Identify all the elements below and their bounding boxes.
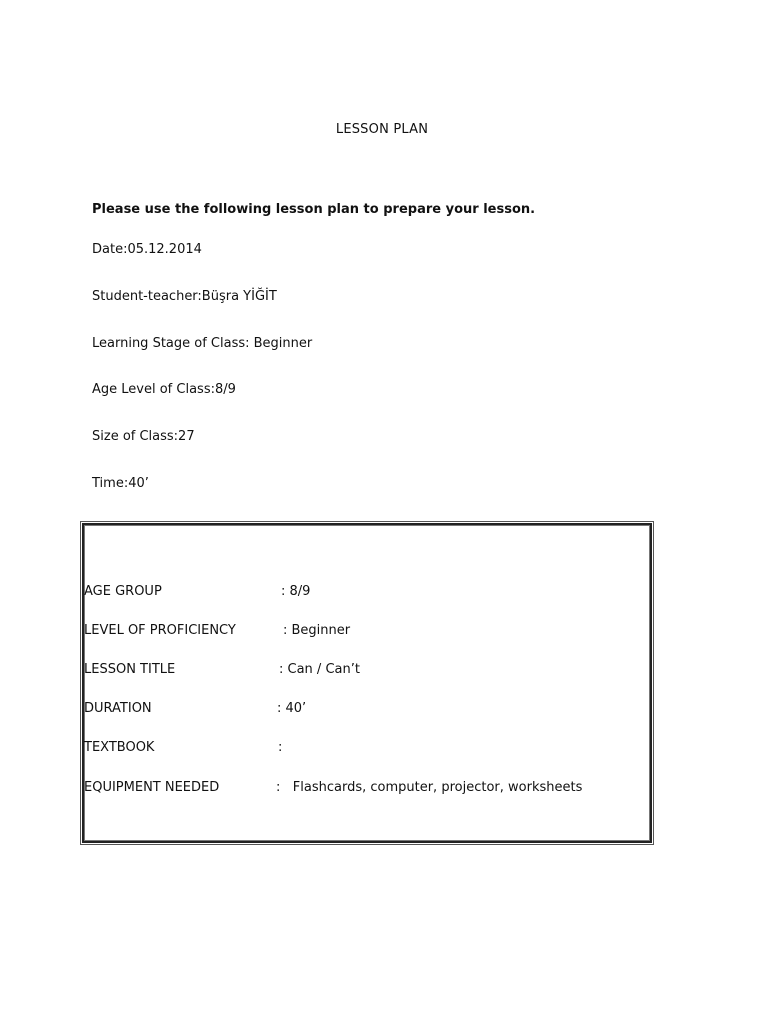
- info-row-value: : Flashcards, computer, projector, worksheets: [276, 780, 583, 795]
- student-teacher-line: Student-teacher:Büşra YİĞİT: [92, 289, 277, 304]
- info-row-label: AGE GROUP: [84, 584, 162, 599]
- info-row-label: EQUIPMENT NEEDED: [84, 780, 220, 795]
- age-level-line: Age Level of Class:8/9: [92, 382, 236, 397]
- info-row-value: : 8/9: [281, 584, 311, 599]
- info-row-value: : Beginner: [283, 623, 351, 638]
- info-row-label: DURATION: [84, 701, 152, 716]
- learning-stage-line: Learning Stage of Class: Beginner: [92, 336, 313, 351]
- class-size-line: Size of Class:27: [92, 429, 195, 444]
- info-row-value: :: [278, 740, 283, 755]
- info-row-value: : 40’: [277, 701, 307, 716]
- time-line: Time:40’: [92, 476, 149, 491]
- info-row-label: LESSON TITLE: [84, 662, 176, 677]
- info-row-label: LEVEL OF PROFICIENCY: [84, 623, 236, 638]
- lesson-info-box: [80, 521, 654, 845]
- info-row-label: TEXTBOOK: [84, 740, 155, 755]
- document-title: LESSON PLAN: [335, 122, 429, 137]
- info-row-value: : Can / Can’t: [279, 662, 360, 677]
- instruction-text: Please use the following lesson plan to prepare your lesson.: [92, 202, 536, 217]
- date-line: Date:05.12.2014: [92, 242, 202, 257]
